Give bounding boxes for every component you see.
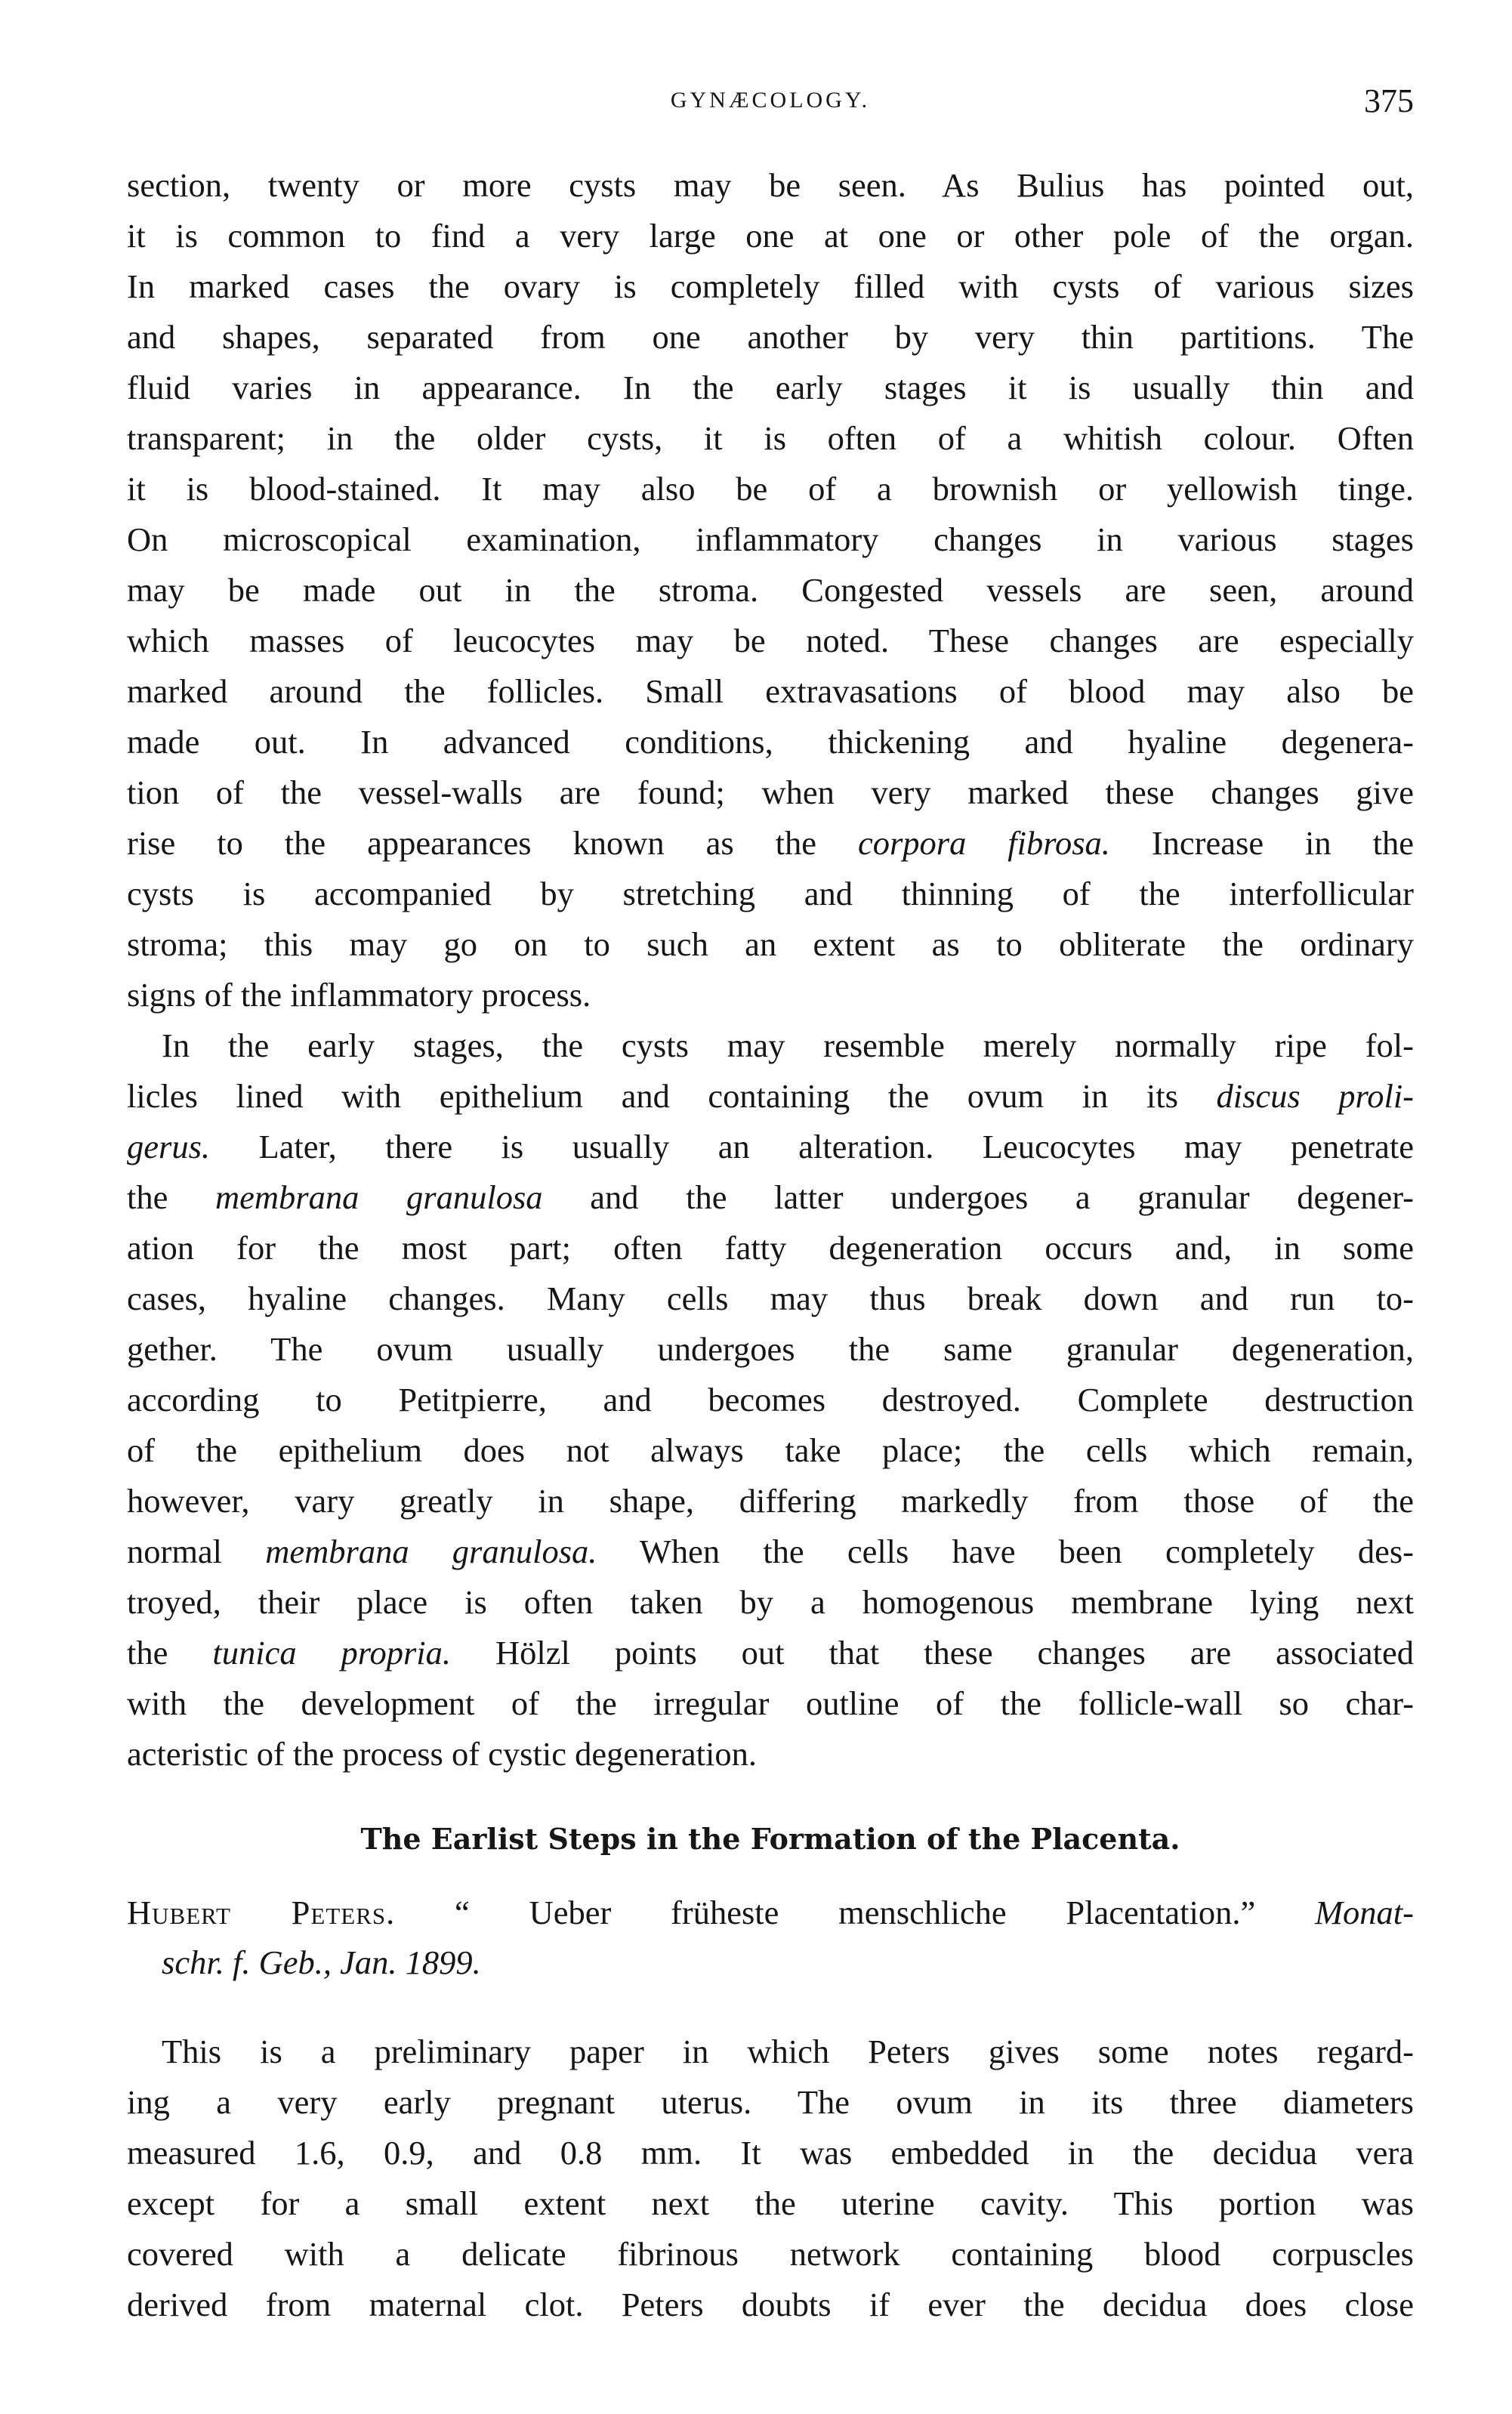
text-line: tion of the vessel-walls are found; when very marked these changes give [127, 773, 1414, 811]
text-run: and the latter undergoes a granular degener- [542, 1178, 1414, 1216]
text-line: cysts is accompanied by stretching and thinning of the interfollicular [127, 875, 1414, 912]
text-run: Later, there is usually an alteration. Leucocytes may penetrate [210, 1128, 1414, 1165]
page-number: 375 [1364, 82, 1414, 119]
italic-term: membrana granulosa [215, 1178, 543, 1216]
text-line: acteristic of the process of cystic degeneration. [127, 1735, 758, 1773]
reference-journal: Monat- [1314, 1894, 1414, 1931]
reference-journal-date: schr. f. Geb., Jan. 1899. [162, 1943, 481, 1981]
text-line: troyed, their place is often taken by a homogenous membrane lying next [127, 1583, 1414, 1621]
text-line [127, 1122, 1414, 1172]
text-line: of the epithelium does not always take place; the cells which remain, [127, 1431, 1414, 1469]
text-line: ing a very early pregnant uterus. The ovum in its three diameters [127, 2083, 1414, 2121]
italic-term: gerus. [127, 1128, 211, 1165]
text-line: marked around the follicles. Small extravasations of blood may also be [127, 672, 1414, 710]
body-text [127, 160, 1414, 2330]
running-head [127, 82, 1414, 119]
spacer [127, 1987, 1414, 2027]
text-line: however, vary greatly in shape, differing markedly from those of the [127, 1482, 1414, 1520]
text-line [127, 1172, 1414, 1223]
text-run: the [127, 1178, 216, 1216]
italic-term: membrana granulosa. [265, 1533, 597, 1570]
text-line: transparent; in the older cysts, it is often of a whitish colour. Often [127, 419, 1414, 457]
text-line [127, 1071, 1414, 1122]
text-line: it is common to find a very large one at one or other pole of the organ. [127, 217, 1414, 255]
text-run: the [127, 1634, 213, 1672]
section-heading: The Earlist Steps in the Formation of the Placenta. [360, 1822, 1180, 1856]
text-run: rise to the appearances known as the [127, 824, 858, 862]
text-line: signs of the inflammatory process. [127, 976, 591, 1014]
text-line: with the development of the irregular outline of the follicle-wall so char- [127, 1684, 1414, 1722]
reference-title: “ Ueber früheste menschliche Placentation.” [395, 1894, 1315, 1931]
paragraph-early-stages [127, 1020, 1414, 1780]
text-line: made out. In advanced conditions, thickening and hyaline degenera- [127, 723, 1414, 761]
reference-line [127, 1888, 1414, 1937]
text-line: In the early stages, the cysts may resemble merely normally ripe fol- [162, 1026, 1414, 1064]
text-line: it is blood-stained. It may also be of a brownish or yellowish tinge. [127, 470, 1414, 508]
text-run: When the cells have been completely des- [597, 1533, 1414, 1570]
paragraph-placenta-notes [127, 2027, 1414, 2330]
text-line: ation for the most part; often fatty degeneration occurs and, in some [127, 1229, 1414, 1267]
text-run: normal [127, 1533, 266, 1570]
text-run: licles lined with epithelium and containing the ovum in its [127, 1077, 1217, 1115]
paragraph-cystic-ovary [127, 160, 1414, 1020]
text-run: Increase in the [1109, 824, 1414, 862]
text-line [127, 1628, 1414, 1678]
text-line: measured 1.6, 0.9, and 0.8 mm. It was embedded in the decidua vera [127, 2134, 1414, 2172]
text-line [127, 1526, 1414, 1577]
text-run: Hölzl points out that these changes are associated [451, 1634, 1415, 1672]
text-line: which masses of leucocytes may be noted. These changes are especially [127, 622, 1414, 659]
text-line: gether. The ovum usually undergoes the same granular degeneration, [127, 1330, 1414, 1368]
italic-term: discus proli- [1216, 1077, 1414, 1115]
text-line: In marked cases the ovary is completely filled with cysts of various sizes [127, 267, 1414, 305]
running-title: GYNÆCOLOGY. [670, 88, 871, 113]
text-line: and shapes, separated from one another by very thin partitions. The [127, 318, 1414, 356]
reference-author: Hubert Peters. [127, 1894, 396, 1931]
text-line: except for a small extent next the uterine cavity. This portion was [127, 2184, 1414, 2222]
text-line: cases, hyaline changes. Many cells may thus break down and run to- [127, 1280, 1414, 1317]
text-line: may be made out in the stroma. Congested vessels are seen, around [127, 571, 1414, 609]
italic-term: tunica propria. [212, 1634, 452, 1672]
text-line: On microscopical examination, inflammatory changes in various stages [127, 520, 1414, 558]
italic-term: corpora fibrosa. [857, 824, 1110, 862]
text-line: This is a preliminary paper in which Peters gives some notes regard- [162, 2033, 1414, 2070]
text-line: derived from maternal clot. Peters doubts if ever the decidua does close [127, 2286, 1414, 2323]
bibliographic-reference [127, 1888, 1414, 1987]
text-line: according to Petitpierre, and becomes destroyed. Complete destruction [127, 1381, 1414, 1418]
text-line [127, 818, 1414, 869]
text-line: section, twenty or more cysts may be seen. As Bulius has pointed out, [127, 166, 1414, 204]
text-line: stroma; this may go on to such an extent as to obliterate the ordinary [127, 925, 1414, 963]
text-line: fluid varies in appearance. In the early stages it is usually thin and [127, 369, 1414, 406]
text-line: covered with a delicate fibrinous network containing blood corpuscles [127, 2235, 1414, 2273]
reference-line [127, 1937, 1414, 1987]
